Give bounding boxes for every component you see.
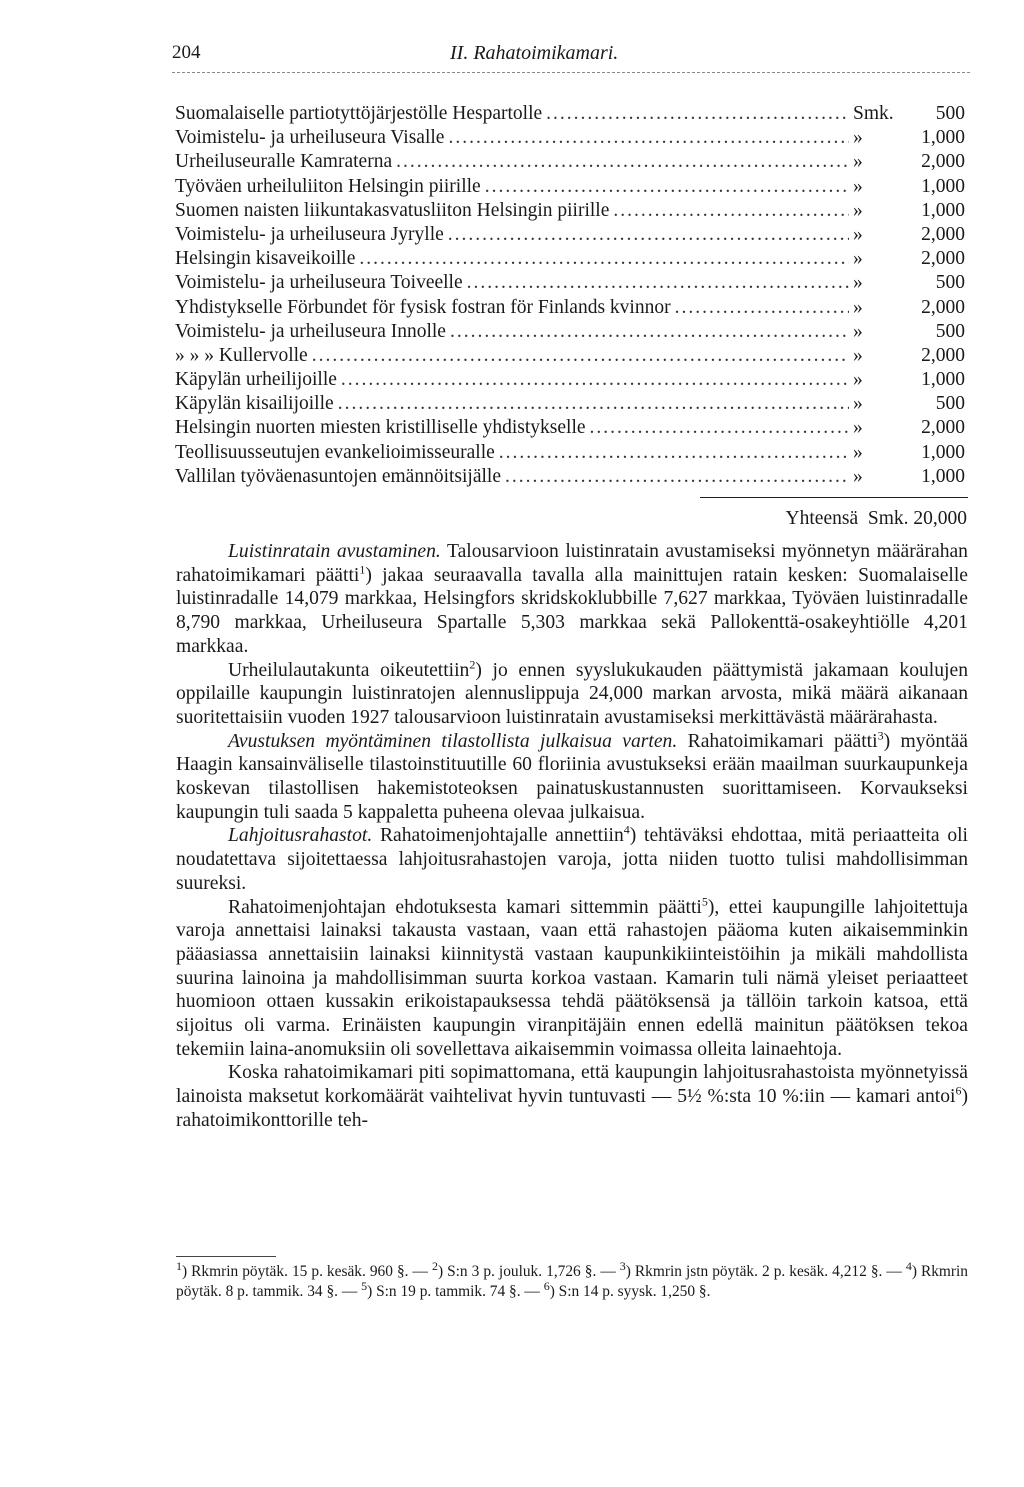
grant-unit: » (853, 369, 863, 391)
grant-amount: 1,000 (921, 441, 965, 463)
grant-unit: » (853, 151, 863, 173)
grant-recipient: Käpylän urheilijoille (175, 369, 337, 391)
grant-amount: 2,000 (921, 417, 965, 439)
grant-list (175, 102, 965, 489)
grant-unit: » (853, 393, 863, 415)
grant-recipient: Suomen naisten liikuntakasvatusliiton Helsingin piirille (175, 199, 610, 221)
leader-dots (448, 223, 849, 247)
footnote-ref: 4 (623, 822, 630, 837)
leader-dots (485, 175, 849, 199)
leader-dots (312, 344, 849, 368)
footnotes: $^1$) Rkmrin pöytäk. 15 p. kesäk. 960 §. — $^2$) S:n 3 p. jouluk. 1,726 §. — $^3$) Rkmrin jstn pöytäk. 2 p. kesäk. 4,212 §. — $^4$) Rkmrin pöytäk. 8 p. tammik. 34 §. — $^5$) S:n 19 p. tammik. 74 §. — $^6$) S:n 14 p. syysk. 1,250 §. (176, 1258, 968, 1300)
paragraph-rahatoimenjohtajan: Rahatoimenjohtajan ehdotuksesta kamari sittemmin päätti$^5$), ettei kaupungille lahjoitettuja varoja annettaisi lainaksi takausta vastaan, vaan että rahastojen pääoma kuten aikaisemminkin pääasiassa annettaisiin lainaksi kiinnitystä vastaan kaupunkikiinteistöihin ja mikäli mahdollista suurina lainoina ja mahdollisimman suurta korkoa vastaan. Kamarin tuli nämä yleiset periaatteet huomioon ottaen kussakin erikoistapauksessa tehdä päätöksensä ja tällöin tarkoin katsoa, että sijoitus oli varma. Erinäisten kaupungin viranpitäjäin ennen edellä mainitun päätöksen tekoa tekemiin laina-anomuksiin oli sovellettava aikaisemmin voimassa olleita lainaehtoja. (176, 894, 968, 1060)
section-heading: Lahjoitusrahastot. (228, 825, 373, 847)
grant-recipient: Suomalaiselle partiotyttöjärjestölle Hespartolle (175, 103, 543, 124)
grant-amount: 2,000 (921, 248, 965, 270)
footnote-ref: 6 (955, 1083, 962, 1098)
section-heading: Luistinratain avustaminen. (228, 541, 441, 562)
grant-row (175, 416, 965, 440)
body-text (176, 540, 968, 1133)
running-title: II. Rahatoimikamari. (450, 42, 619, 64)
grant-row (175, 223, 965, 247)
grant-recipient: Työväen urheiluliiton Helsingin piirille (175, 175, 481, 197)
grant-row (175, 465, 965, 489)
grant-amount: 500 (935, 320, 965, 342)
grant-amount: 1,000 (921, 369, 965, 391)
leader-dots (338, 392, 849, 416)
page-header (172, 42, 970, 73)
grant-amount: 1,000 (921, 127, 965, 149)
grant-row (175, 150, 965, 174)
grant-recipient: Voimistelu- ja urheiluseura Jyrylle (175, 223, 444, 245)
leader-dots (450, 320, 849, 344)
grant-row (175, 199, 965, 223)
grant-unit: » (853, 199, 863, 221)
grant-amount: 2,000 (921, 296, 965, 318)
footnote-ref: 5 (701, 894, 708, 909)
grant-row (175, 441, 965, 465)
grant-row (175, 271, 965, 295)
grant-unit: » (853, 441, 863, 463)
grant-row (175, 296, 965, 320)
paragraph-koska: Koska rahatoimikamari piti sopimattomana, että kaupungin lahjoitusrahastoista myönnetyissä lainoista maksetut korkomäärät vaihtelivat hyvin tuntuvasti — 5½ %:sta 10 %:iin — kamari antoi$^6$) rahatoimikonttorille teh- (176, 1062, 968, 1131)
footnote-ref: 2 (469, 656, 476, 671)
paragraph-lahjoitusrahastot: Lahjoitusrahastot. Rahatoimenjohtajalle annettiin$^4$) tehtäväksi ehdottaa, mitä periaatteita oli noudatettava sijoitettaessa lahjoitusrahastojen varoja, jotta niiden tuotto tulisi mahdollisimman suureksi. (176, 822, 969, 894)
grant-unit: » (853, 320, 863, 342)
section-heading: Avustuksen myöntäminen tilastollista julkaisua varten. (228, 730, 678, 752)
leader-dots (505, 465, 849, 489)
grant-recipient: Voimistelu- ja urheiluseura Toiveelle (175, 272, 463, 294)
leader-dots (590, 416, 849, 440)
paragraph-avustuksen: Avustuksen myöntäminen tilastollista julkaisua varten. Rahatoimikamari päätti$^3$) myöntää Haagin kansainväliselle tilastoinstituutille 60 floriinia avustukseksi erään maailman suurkaupunkeja koskevan tilastollisen hakemistoteoksen painatuskustannusten suorittamiseen. Korvaukseksi kaupungin tuli saada 5 kappaletta puheena olevaa julkaisua. (176, 728, 968, 823)
leader-dots (448, 126, 849, 150)
grant-unit: » (853, 223, 863, 245)
grant-amount: 1,000 (921, 199, 965, 221)
grant-row (175, 392, 965, 416)
total-unit: Smk. (867, 508, 909, 529)
grant-recipient: Yhdistykselle Förbundet för fysisk fostran för Finlands kvinnor (175, 296, 671, 318)
leader-dots (675, 296, 849, 320)
leader-dots (499, 441, 849, 465)
grant-total (580, 508, 967, 530)
grant-row (175, 368, 965, 392)
total-amount: 20,000 (913, 508, 967, 529)
leader-dots (341, 368, 849, 392)
grant-recipient: Helsingin nuorten miesten kristilliselle yhdistykselle (175, 417, 586, 439)
leader-dots (613, 199, 849, 223)
footnote-ref: 3 (877, 728, 884, 743)
footnote-rule (176, 1256, 276, 1257)
grant-unit: » (853, 296, 863, 318)
grant-recipient: Teollisuusseutujen evankelioimisseuralle (175, 441, 495, 463)
grant-amount: 2,000 (921, 151, 965, 173)
grant-row (175, 102, 965, 126)
grant-row (175, 126, 965, 150)
grant-recipient: Voimistelu- ja urheiluseura Innolle (175, 320, 446, 342)
sum-rule (700, 497, 968, 498)
grant-recipient: Voimistelu- ja urheiluseura Visalle (175, 127, 445, 149)
grant-amount: 1,000 (921, 175, 965, 197)
grant-row (175, 175, 965, 199)
grant-recipient: Vallilan työväenasuntojen emännöitsijälle (175, 465, 501, 487)
grant-unit: » (853, 127, 863, 149)
grant-recipient: Helsingin kisaveikoille (175, 248, 356, 270)
footnote-ref: 1 (359, 562, 366, 577)
page-number: 204 (172, 42, 201, 63)
grant-unit: » (853, 417, 863, 439)
paragraph-luistinratain: Luistinratain avustaminen. Talousarvioon luistinratain avustamiseksi myönnetyn määrärahan rahatoimikamari päätti$^1$) jakaa seuraavalla tavalla alla mainittujen ratain kesken: Suomalaiselle luistinradalle 14,079 markkaa, Helsingfors skridskoklubbille 7,627 markkaa, Työväen luistinradalle 8,790 markkaa, Urheiluseura Spartalle 5,303 markkaa sekä Pallokenttä-osakeyhtiölle 4,201 markkaa. (176, 541, 968, 657)
grant-unit: » (853, 248, 863, 270)
leader-dots (546, 102, 849, 126)
grant-row (175, 344, 965, 368)
grant-recipient: Käpylän kisailijoille (175, 393, 334, 415)
leader-dots (359, 247, 849, 271)
leader-dots (467, 271, 849, 295)
grant-amount: 500 (935, 103, 965, 124)
grant-unit: » (853, 465, 863, 487)
grant-unit: » (853, 272, 863, 294)
paragraph-urheilulautakunta: Urheilulautakunta oikeutettiin$^2$) jo ennen syyslukukauden päättymistä jakamaan koulujen oppilaille kaupungin luistinratojen alennuslippuja 24,000 markan arvosta, mikä määrä aikanaan suoritettaisiin vuoden 1927 talousarvioon luistinratain avustamiseksi merkittävästä määrärahasta. (176, 656, 968, 728)
grant-amount: 500 (935, 272, 965, 294)
grant-recipient: Urheiluseuralle Kamraterna (175, 151, 393, 173)
grant-row (175, 320, 965, 344)
total-label: Yhteensä (785, 508, 859, 529)
grant-amount: 2,000 (921, 223, 965, 245)
grant-unit: » (853, 175, 863, 197)
grant-row (175, 247, 965, 271)
grant-unit: » (853, 344, 863, 366)
grant-amount: 500 (935, 393, 965, 415)
grant-amount: 1,000 (921, 465, 965, 487)
grant-recipient: » » » Kullervolle (175, 344, 308, 366)
grant-amount: 2,000 (921, 344, 965, 366)
grant-unit: Smk. (853, 103, 894, 124)
leader-dots (396, 150, 849, 174)
